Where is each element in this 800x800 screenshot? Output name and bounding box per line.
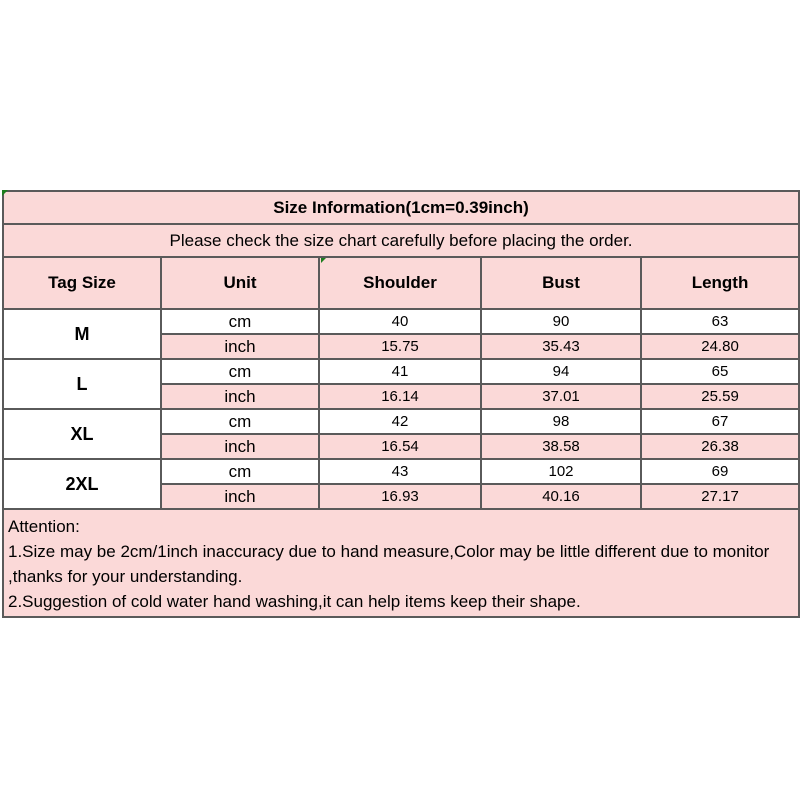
attention-section [3,509,799,617]
chart-subtitle: Please check the size chart carefully before placing the order. [3,224,799,257]
value-length: 63 [641,309,799,334]
cell-flag-marker-icon [2,190,8,196]
value-shoulder: 16.93 [319,484,481,509]
unit-label: cm [161,359,319,384]
tag-size-2xl: 2XL [3,459,161,509]
table-row-m-cm [3,309,799,334]
value-length: 27.17 [641,484,799,509]
unit-label: inch [161,334,319,359]
table-row-xl-cm [3,409,799,434]
value-bust: 102 [481,459,641,484]
value-bust: 94 [481,359,641,384]
value-shoulder: 41 [319,359,481,384]
unit-label: inch [161,434,319,459]
value-length: 65 [641,359,799,384]
column-header-row [3,257,799,309]
chart-title: Size Information(1cm=0.39inch) [3,191,799,224]
value-shoulder: 42 [319,409,481,434]
unit-label: inch [161,484,319,509]
value-bust: 98 [481,409,641,434]
attention-heading: Attention: [8,517,80,536]
value-shoulder: 43 [319,459,481,484]
value-bust: 37.01 [481,384,641,409]
unit-label: inch [161,384,319,409]
unit-label: cm [161,409,319,434]
value-bust: 35.43 [481,334,641,359]
value-bust: 38.58 [481,434,641,459]
cell-flag-marker-icon [321,258,326,263]
attention-note-2: 2.Suggestion of cold water hand washing,it can help items keep their shape. [8,592,581,611]
col-header-shoulder: Shoulder [319,257,481,309]
unit-label: cm [161,459,319,484]
unit-label: cm [161,309,319,334]
col-header-length: Length [641,257,799,309]
value-shoulder: 15.75 [319,334,481,359]
value-length: 69 [641,459,799,484]
size-table [2,190,800,618]
attention-note-1: 1.Size may be 2cm/1inch inaccuracy due to hand measure,Color may be little different due to monitor [8,542,770,561]
value-length: 25.59 [641,384,799,409]
attention-text-cell [3,509,799,617]
col-header-bust: Bust [481,257,641,309]
value-bust: 40.16 [481,484,641,509]
table-row-l-cm [3,359,799,384]
size-chart-table [2,190,798,618]
value-length: 67 [641,409,799,434]
title-row [3,191,799,224]
col-header-unit: Unit [161,257,319,309]
value-shoulder: 16.54 [319,434,481,459]
value-length: 26.38 [641,434,799,459]
tag-size-xl: XL [3,409,161,459]
col-header-tag-size: Tag Size [3,257,161,309]
value-length: 24.80 [641,334,799,359]
subtitle-row [3,224,799,257]
tag-size-m: M [3,309,161,359]
table-row-2xl-cm [3,459,799,484]
attention-note-1-cont: ,thanks for your understanding. [8,567,243,586]
value-bust: 90 [481,309,641,334]
value-shoulder: 40 [319,309,481,334]
tag-size-l: L [3,359,161,409]
value-shoulder: 16.14 [319,384,481,409]
